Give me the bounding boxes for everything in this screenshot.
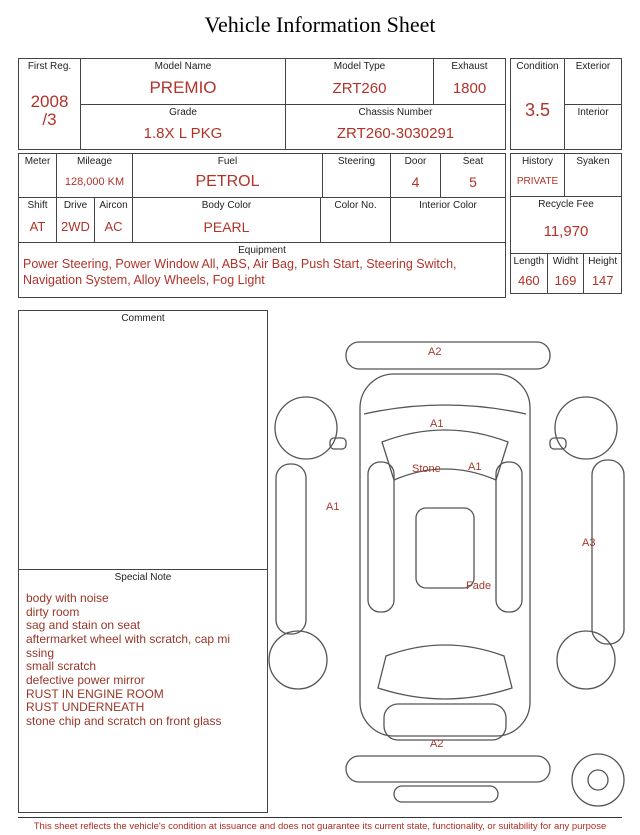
special-note-line: dirty room	[26, 604, 80, 619]
first-reg-cell	[19, 59, 81, 149]
condition-table	[510, 58, 622, 150]
special-note-line: aftermarket wheel with scratch, cap mi	[26, 632, 231, 647]
meter-value	[19, 167, 56, 197]
exterior-cell	[565, 59, 621, 105]
door-cell	[391, 154, 441, 197]
mileage-cell	[57, 154, 133, 197]
comment-text	[19, 329, 267, 569]
interior-value	[565, 118, 621, 149]
car-body	[360, 374, 530, 736]
height-cell	[584, 254, 621, 293]
damage-label: A1	[468, 461, 482, 473]
seat-value: 5	[469, 174, 477, 190]
trunk	[384, 704, 506, 740]
chassis-number-cell	[286, 105, 505, 149]
color-no-value	[321, 211, 390, 242]
car-condition-diagram	[268, 312, 632, 814]
damage-label: A1	[326, 501, 340, 513]
color-no-label: Color No.	[334, 200, 377, 211]
history-syaken-row	[511, 154, 621, 197]
length-value: 460	[517, 272, 540, 288]
front-right-wheel	[555, 397, 617, 459]
grade-label: Grade	[169, 107, 197, 118]
spec-table	[18, 153, 506, 298]
special-note-line: stone chip and scratch on front glass	[26, 714, 222, 729]
height-label: Height	[588, 256, 618, 267]
left-door-panel	[368, 462, 394, 612]
recycle-fee-cell	[511, 197, 621, 254]
model-type-label: Model Type	[333, 61, 386, 72]
special-note-label: Special Note	[19, 569, 267, 588]
fuel-label: Fuel	[217, 156, 238, 167]
history-label: History	[521, 156, 554, 167]
front-bumper	[346, 342, 550, 369]
shift-value: AT	[29, 219, 46, 234]
steering-value	[323, 167, 390, 197]
exhaust-label: Exhaust	[451, 61, 488, 72]
special-note-line: body with noise	[26, 591, 109, 605]
mileage-label: Mileage	[76, 156, 113, 167]
spare-tire	[572, 754, 624, 806]
drive-label: Drive	[63, 200, 88, 211]
aircon-value: AC	[104, 219, 123, 234]
width-label: Widht	[552, 256, 579, 267]
recycle-fee-label: Recycle Fee	[538, 199, 594, 210]
page-title: Vehicle Information Sheet	[204, 12, 436, 37]
left-side-panel	[276, 464, 306, 634]
right-mirror	[550, 438, 566, 449]
fuel-value: PETROL	[195, 173, 260, 190]
special-note-line: defective power mirror	[26, 673, 145, 688]
rear-bumper	[346, 756, 550, 782]
body-color-label: Body Color	[201, 200, 252, 211]
steering-cell	[323, 154, 391, 197]
damage-label: A1	[430, 418, 444, 430]
damage-label: A2	[428, 346, 442, 358]
history-cell	[511, 154, 565, 196]
meter-label: Meter	[24, 156, 51, 167]
special-note-list	[19, 588, 267, 733]
top-left-table	[18, 58, 506, 150]
exterior-value	[565, 72, 621, 104]
special-note-line: small scratch	[26, 659, 97, 674]
damage-label: A2	[430, 738, 444, 750]
seat-label: Seat	[462, 156, 484, 167]
equipment-cell	[19, 243, 505, 299]
special-note-line: ssing	[26, 645, 55, 660]
seat-cell	[441, 154, 505, 197]
aircon-cell	[95, 198, 133, 242]
right-door-panel	[496, 462, 522, 612]
right-side-panel	[592, 460, 624, 644]
rear-left-wheel	[269, 631, 327, 689]
dimensions-row	[511, 254, 621, 293]
meter-cell	[19, 154, 57, 197]
special-note-line: RUST IN ENGINE ROOM	[26, 686, 164, 701]
equipment-value: Power Steering, Power Window All, ABS, Air Bag, Push Start, Steering Switch, Navigation System, Alloy Wheels, Fog Light	[23, 257, 457, 287]
condition-cell	[511, 59, 565, 149]
condition-label: Condition	[516, 61, 559, 72]
spec-row-1	[19, 154, 505, 198]
grade-value: 1.8X L PKG	[143, 125, 223, 142]
mileage-value: 128,000 KM	[64, 176, 125, 188]
damage-label: A3	[582, 537, 596, 549]
car-diagram-svg	[268, 312, 632, 814]
history-value: PRIVATE	[516, 176, 559, 187]
disclaimer-text: This sheet reflects the vehicle's condition at issuance and does not guarantee its current state, functionality, or suitability for any purpose	[18, 817, 622, 832]
interior-color-label: Interior Color	[419, 200, 477, 211]
height-value: 147	[591, 272, 614, 288]
windshield	[382, 430, 508, 480]
spare-tire-hub	[588, 770, 608, 790]
chassis-number-label: Chassis Number	[358, 107, 433, 118]
interior-color-value	[391, 211, 505, 242]
syaken-value	[565, 167, 621, 196]
first-reg-month: /3	[42, 109, 57, 129]
special-note-line: sag and stain on seat	[26, 618, 141, 633]
rear-window	[378, 645, 512, 699]
color-no-cell	[321, 198, 391, 242]
chassis-number-value: ZRT260-3030291	[336, 125, 455, 142]
shift-label: Shift	[27, 200, 48, 211]
first-reg-label: First Reg.	[27, 61, 72, 72]
width-value: 169	[554, 272, 577, 288]
license-plate-area	[394, 786, 498, 802]
grade-cell	[81, 105, 286, 149]
condition-value: 3.5	[524, 100, 551, 120]
first-reg-value	[19, 72, 80, 149]
drive-value: 2WD	[61, 219, 90, 234]
model-type-value: ZRT260	[332, 79, 387, 97]
interior-color-cell	[391, 198, 505, 242]
equipment-label: Equipment	[238, 245, 286, 256]
rear-right-wheel	[557, 631, 615, 689]
length-cell	[511, 254, 548, 293]
model-type-cell	[286, 59, 434, 105]
aircon-label: Aircon	[99, 200, 128, 211]
syaken-label: Syaken	[576, 156, 610, 167]
model-name-label: Model Name	[154, 61, 212, 72]
door-value: 4	[411, 174, 420, 190]
fuel-cell	[133, 154, 323, 197]
drive-cell	[57, 198, 95, 242]
length-label: Length	[513, 256, 545, 267]
interior-cell	[565, 105, 621, 149]
hood-line	[364, 405, 526, 414]
special-note-line: RUST UNDERNEATH	[26, 700, 145, 715]
width-cell	[548, 254, 585, 293]
syaken-cell	[565, 154, 621, 196]
exhaust-cell	[434, 59, 505, 105]
recycle-fee-value: 11,970	[543, 223, 589, 240]
body-color-value: PEARL	[203, 218, 250, 235]
exhaust-value: 1800	[452, 79, 487, 97]
side-table	[510, 153, 622, 294]
first-reg-year: 2008	[30, 91, 69, 111]
spec-row-2	[19, 198, 505, 243]
door-label: Door	[404, 156, 427, 167]
model-name-value: PREMIO	[149, 78, 217, 97]
comment-label: Comment	[121, 313, 165, 324]
damage-label: Fade	[466, 580, 492, 592]
damage-label: Stone	[412, 463, 441, 475]
center-console	[416, 508, 474, 588]
body-color-cell	[133, 198, 321, 242]
exterior-label: Exterior	[575, 61, 611, 72]
model-name-cell	[81, 59, 286, 105]
interior-label: Interior	[577, 107, 609, 118]
steering-label: Steering	[337, 156, 376, 167]
shift-cell	[19, 198, 57, 242]
front-left-wheel	[275, 397, 337, 459]
comment-box	[18, 310, 268, 813]
